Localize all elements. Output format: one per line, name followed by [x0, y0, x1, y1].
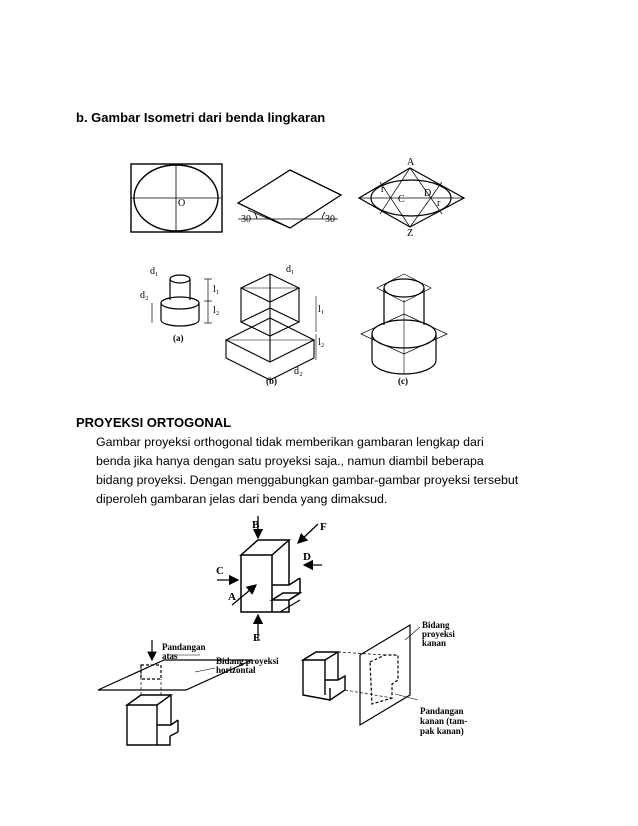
pandangan-atas-line2: atas: [162, 651, 178, 661]
cylinder-construction-b: [226, 274, 316, 380]
paragraph-line-2: benda jika hanya dengan satu proyeksi saja., namun diambil beberapa: [96, 454, 484, 468]
bidang-kanan-line1: Bidang: [422, 620, 450, 630]
ortho-object-figure: [241, 540, 300, 612]
section-b-heading: b. Gambar Isometri dari benda lingkaran: [76, 110, 326, 125]
d2-label-b: d₂: [294, 366, 303, 377]
point-c-label: C: [398, 194, 405, 205]
isometric-circle-construction: [359, 168, 464, 227]
bidang-horizontal-line1: Bidang proyeksi: [216, 656, 279, 666]
paragraph-line-4: diperoleh gambaran jelas dari benda yang dimaksud.: [96, 492, 388, 506]
caption-c: (c): [398, 376, 408, 386]
point-a-label: A: [407, 157, 415, 168]
l1-label-a: l₁: [213, 284, 220, 295]
angle-right-label: 30: [325, 214, 335, 225]
square-circle-figure: [131, 164, 222, 232]
l2-label-a: l₂: [213, 305, 220, 316]
point-z-label: Z: [407, 228, 414, 239]
arrow-c-label: C: [216, 565, 224, 577]
circle-center-label: O: [178, 198, 186, 209]
cylinder-figure-a: [152, 275, 212, 326]
bidang-horizontal-line2: horizontal: [216, 665, 256, 675]
caption-a: (a): [173, 333, 184, 343]
arrow-f-label: F: [320, 521, 327, 533]
d1-label-a: d₁: [150, 266, 159, 277]
arrow-b-label: B: [252, 519, 260, 531]
arrow-a-label: A: [228, 591, 236, 603]
d1-label-b: d₁: [286, 264, 295, 275]
bidang-kanan-line2: proyeksi: [422, 629, 455, 639]
radius-label-right: r: [437, 198, 441, 209]
paragraph-line-3: bidang proyeksi. Dengan menggabungkan gambar-gambar proyeksi tersebut: [96, 473, 519, 487]
pandangan-kanan-line3: pak kanan): [420, 726, 464, 736]
section-proyeksi-heading: PROYEKSI ORTOGONAL: [76, 415, 232, 430]
bidang-kanan-line3: kanan: [422, 638, 447, 648]
point-d-label: D: [424, 188, 432, 199]
projection-arrows: [217, 516, 322, 640]
radius-label-left: r: [381, 184, 385, 195]
caption-b: (b): [266, 376, 277, 386]
cylinder-completed-c: [361, 274, 447, 374]
paragraph-line-1: Gambar proyeksi orthogonal tidak memberikan gambaran lengkap dari: [96, 435, 484, 449]
arrow-e-label: E: [253, 632, 261, 644]
pandangan-atas-line1: Pandangan: [162, 642, 206, 652]
pandangan-kanan-line2: kanan (tam-: [420, 716, 468, 726]
l2-label-b: l₂: [318, 337, 325, 348]
right-projection-figure: [303, 625, 420, 725]
arrow-d-label: D: [303, 551, 311, 563]
angle-left-label: 30: [241, 214, 251, 225]
d2-label-a: d₂: [140, 290, 149, 301]
pandangan-kanan-line1: Pandangan: [420, 706, 464, 716]
l1-label-b: l₁: [318, 304, 325, 315]
